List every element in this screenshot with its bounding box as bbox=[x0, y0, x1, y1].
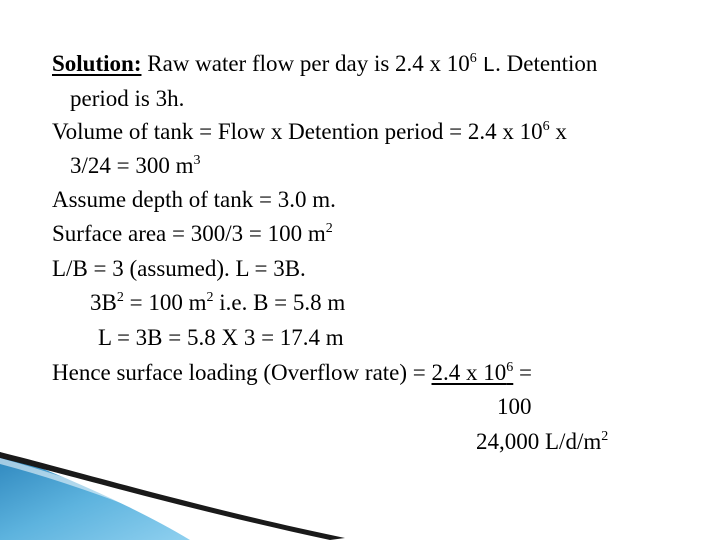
line-length bbox=[98, 324, 344, 352]
line8-text: 3B bbox=[90, 290, 117, 315]
denominator-text: 100 bbox=[497, 394, 532, 419]
fraction-denominator bbox=[497, 393, 532, 421]
solution-label: Solution: bbox=[52, 51, 142, 76]
line6-exponent: 2 bbox=[325, 221, 333, 236]
line8-text-mid: = 100 m bbox=[123, 290, 207, 315]
line-volume-result bbox=[70, 152, 201, 180]
numerator-exponent: 6 bbox=[506, 360, 514, 375]
line-raw-water-flow bbox=[52, 50, 597, 81]
line1-unit: L bbox=[482, 55, 496, 78]
decorative-swoosh bbox=[0, 450, 360, 540]
line10-text: Hence surface loading (Overflow rate) = bbox=[52, 360, 432, 385]
line5-text: Assume depth of tank = 3.0 m. bbox=[52, 187, 336, 212]
line2-text: period is 3h. bbox=[70, 86, 185, 111]
line-volume-of-tank bbox=[52, 118, 567, 146]
line1-exponent: 6 bbox=[469, 51, 477, 66]
line8-text-end: i.e. B = 5.8 m bbox=[213, 290, 346, 315]
line-l-over-b bbox=[52, 255, 306, 283]
line10-text-end: = bbox=[513, 360, 532, 385]
numerator-text: 2.4 x 10 bbox=[431, 360, 507, 385]
line8-exponent-1: 2 bbox=[116, 290, 124, 305]
result-exponent: 2 bbox=[601, 429, 609, 444]
line4-exponent: 3 bbox=[193, 153, 201, 168]
line-surface-area bbox=[52, 220, 333, 248]
line9-text: L = 3B = 5.8 X 3 = 17.4 m bbox=[98, 325, 344, 350]
line6-text: Surface area = 300/3 = 100 m bbox=[52, 221, 326, 246]
line4-text: 3/24 = 300 m bbox=[70, 153, 194, 178]
line3-text-end: x bbox=[549, 119, 567, 144]
line3-exponent: 6 bbox=[542, 119, 550, 134]
line-detention-period bbox=[70, 85, 184, 113]
line-surface-loading bbox=[52, 359, 532, 387]
line8-exponent-2: 2 bbox=[206, 290, 214, 305]
line7-text: L/B = 3 (assumed). L = 3B. bbox=[52, 256, 306, 281]
fraction-numerator bbox=[432, 360, 514, 385]
line1-text-end: . Detention bbox=[495, 51, 598, 76]
line1-text: Raw water flow per day is 2.4 x 10 bbox=[147, 51, 470, 76]
line-assume-depth bbox=[52, 186, 336, 214]
line-3b-squared bbox=[90, 289, 345, 317]
line-result bbox=[476, 428, 608, 456]
result-text: 24,000 L/d/m bbox=[476, 429, 602, 454]
line3-text: Volume of tank = Flow x Detention period = 2.4 x 10 bbox=[52, 119, 543, 144]
